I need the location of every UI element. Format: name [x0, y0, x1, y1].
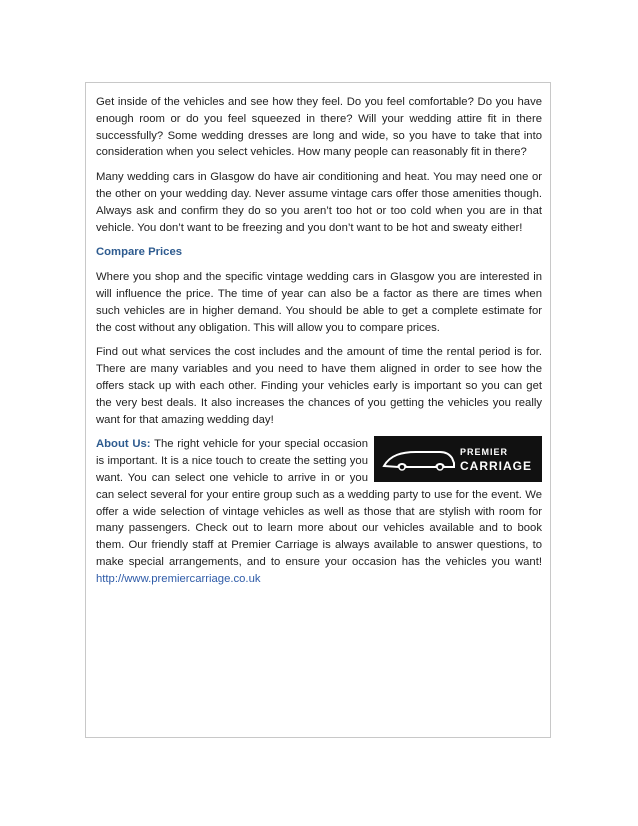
paragraph-price: Where you shop and the specific vintage wedding cars in Glasgow you are interested in will influence the price. The time of year can also be a factor as there are times when such vehicles are in higher demand. You should be able to get a complete estimate for the cost without any obligation. This will allow you to compare prices.	[96, 271, 542, 334]
about-us-label: About Us:	[96, 438, 151, 451]
paragraph-amenities: Many wedding cars in Glasgow do have air conditioning and heat. You may need one or the other on your wedding day. Never assume vintage cars offer those amenities though. Always ask and confirm they do so you aren’t too hot or too cold when you are in that vehicle. You don’t want to be freezing and you don’t want to be hot and sweaty either!	[96, 171, 542, 234]
about-us-text: The right vehicle for your special occasion is important. It is a nice touch to create the setting you want. You can select one vehicle to arrive in or you can select several for your entire group such as a wedding party to use for the event. We offer a wide selection of vintage vehicles as well as those that are stylish with room for many passengers. Check out to learn more about our vehicles available and to book them. Our friendly staff at Premier Carriage is always available to answer questions, to make special arrangements, and to ensure your occasion has the vehicles you want!	[96, 438, 542, 568]
car-silhouette-icon	[382, 446, 458, 472]
about-paragraph	[96, 436, 542, 587]
logo-text-carriage: CARRIAGE	[460, 459, 533, 474]
document-body	[96, 94, 542, 596]
premier-carriage-logo	[374, 436, 542, 482]
section-heading-compare-prices: Compare Prices	[96, 246, 183, 259]
paragraph-comfort: Get inside of the vehicles and see how they feel. Do you feel comfortable? Do you have enough room or do you feel squeezed in there? Will your wedding attire fit in there successfully? Some wedding dresses are long and wide, so you have to take that into consideration when you select vehicles. How many people can reasonably fit in there?	[96, 96, 542, 159]
website-link[interactable]: http://www.premiercarriage.co.uk	[96, 572, 261, 585]
logo-text-premier: PREMIER	[460, 447, 509, 458]
document-page	[85, 82, 551, 738]
paragraph-services: Find out what services the cost includes and the amount of time the rental period is for. There are many variables and you need to have them aligned in order to see how the offers stack up with each other. Finding your vehicles early is important so you can get the very best deals. It also increases the chances of you getting the vehicles you really want for that amazing wedding day!	[96, 346, 542, 426]
